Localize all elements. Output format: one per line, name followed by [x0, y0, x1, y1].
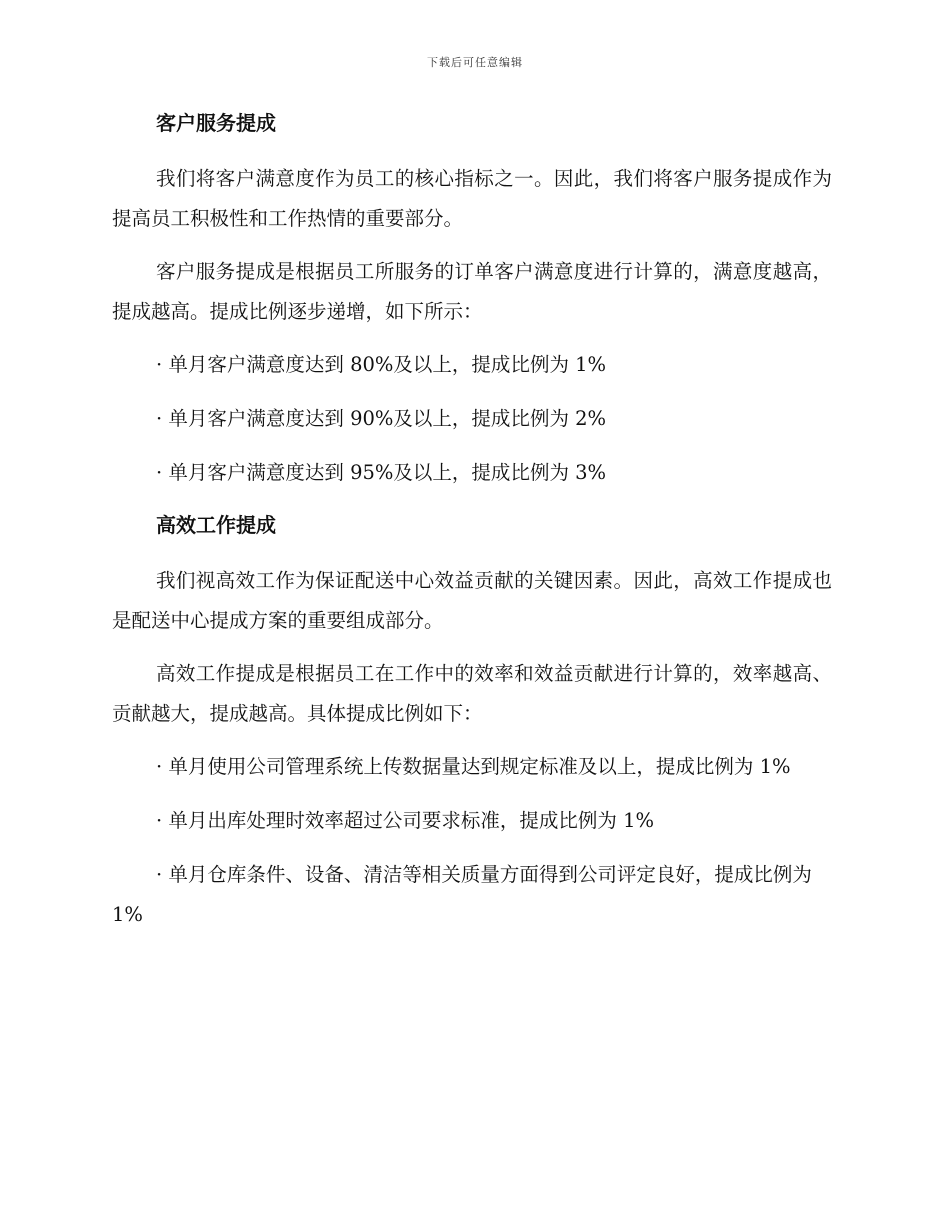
document-body [112, 105, 832, 949]
bullet-item: · 单月客户满意度达到 95%及以上，提成比例为 3% [156, 461, 607, 484]
section-heading-efficient-work: 高效工作提成 [156, 513, 276, 537]
bullet-item: · 单月仓库条件、设备、清洁等相关质量方面得到公司评定良好，提成比例为 1% [112, 863, 812, 926]
bullet-item: · 单月出库处理时效率超过公司要求标准，提成比例为 1% [156, 809, 655, 832]
section-heading-customer-service: 客户服务提成 [156, 111, 276, 135]
paragraph: 高效工作提成是根据员工在工作中的效率和效益贡献进行计算的，效率越高、贡献越大，提成越高。具体提成比例如下： [112, 662, 832, 725]
paragraph: 我们将客户满意度作为员工的核心指标之一。因此，我们将客户服务提成作为提高员工积极性和工作热情的重要部分。 [112, 167, 832, 230]
bullet-item: · 单月客户满意度达到 80%及以上，提成比例为 1% [156, 353, 607, 376]
paragraph: 客户服务提成是根据员工所服务的订单客户满意度进行计算的，满意度越高，提成越高。提成比例逐步递增，如下所示： [112, 260, 832, 323]
bullet-item: · 单月客户满意度达到 90%及以上，提成比例为 2% [156, 407, 607, 430]
paragraph: 我们视高效工作为保证配送中心效益贡献的关键因素。因此，高效工作提成也是配送中心提成方案的重要组成部分。 [112, 569, 832, 632]
page-header: 下载后可任意编辑 [427, 56, 523, 69]
bullet-item: · 单月使用公司管理系统上传数据量达到规定标准及以上，提成比例为 1% [156, 755, 791, 778]
